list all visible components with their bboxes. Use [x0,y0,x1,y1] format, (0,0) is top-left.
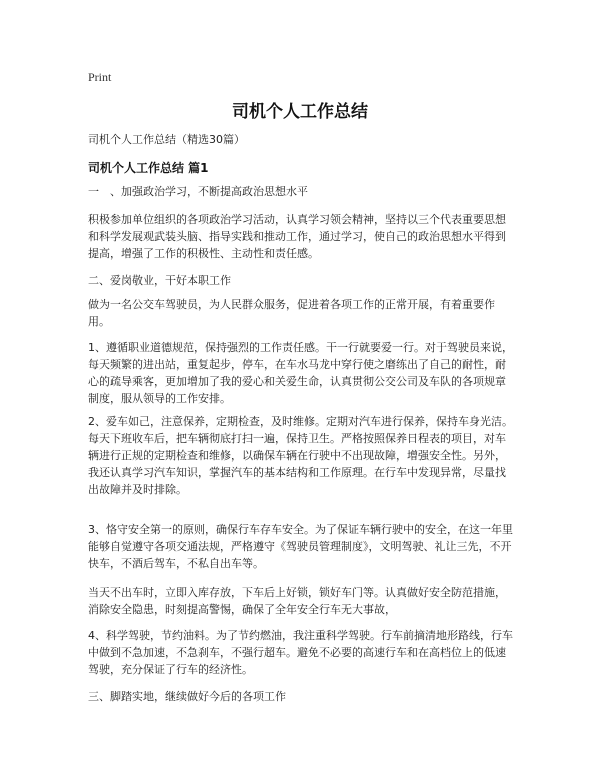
section-heading: 司机个人工作总结 篇1 [88,161,209,175]
paragraph-10: 三、脚踏实地，继续做好今后的各项工作 [88,690,286,703]
paragraph-6: 2、爱车如己，注意保养，定期检查，及时维修。定期对汽车进行保养，保持车身光洁。每天下班收车后，把车辆彻底打扫一遍，保持卫生。严格按照保养日程表的项目，对车辆进行正规的定期检查和维修，以确保车辆在行驶中不出现故障，增强安全性。另外，我还认真学习汽车知识，掌握汽车的基本结构和工作原理。在行车中发现异常，尽量找出故障并及时排除。 [88,415,513,496]
paragraph-8: 当天不出车时，立即入库存放，下车后上好锁，锁好车门等。认真做好安全防范措施，消除安全隐患，时刻提高警惕，确保了全年安全行车无大事故， [88,586,506,616]
paragraph-9: 4、科学驾驶，节约油料。为了节约燃油，我注重科学驾驶。行车前摘清地形路线，行车中做到不急加速，不急刹车，不强行超车。避免不必要的高速行车和在高档位上的低速驾驶，充分保证了行车的经济性。 [88,629,513,676]
paragraph-2: 积极参加单位组织的各项政治学习活动，认真学习领会精神，坚持以三个代表重要思想和科学发展观武装头脑、指导实践和推动工作，通过学习，使自己的政治思想水平得到提高，增强了工作的积极性、主动性和责任感。 [88,213,506,260]
print-label: Print [88,70,112,84]
paragraph-7: 3、恪守安全第一的原则，确保行车存车安全。为了保证车辆行驶中的安全，在这一年里能够自觉遵守各项交通法规，严格遵守《驾驶员管理制度》，文明驾驶、礼让三先，不开快车，不酒后驾车，不私自出车等。 [88,523,513,570]
paragraph-1: 一 、加强政治学习，不断提高政治思想水平 [88,185,308,198]
paragraph-4: 做为一名公交车驾驶员，为人民群众服务，促进着各项工作的正常开展，有着重要作用。 [88,298,495,328]
paragraph-3: 二、爱岗敬业，干好本职工作 [88,274,231,287]
document-subtitle: 司机个人工作总结（精选30篇） [88,133,245,146]
document-title: 司机个人工作总结 [232,102,368,122]
paragraph-5: 1、遵循职业道德规范，保持强烈的工作责任感。干一行就要爱一行。对于驾驶员来说，每天频繁的进出站，重复起步，停车，在车水马龙中穿行使之磨练出了自己的耐性，耐心的疏导乘客，更加增加了我的爱心和关爱生命，认真贯彻公交公司及车队的各项规章制度，服从领导的工作安排。 [88,341,513,405]
